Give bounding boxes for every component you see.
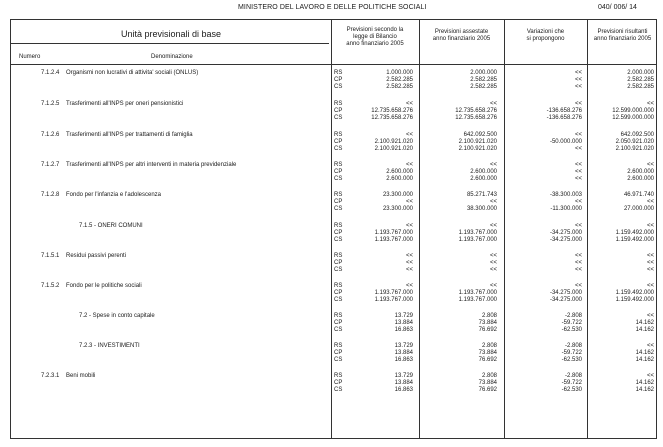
row-code: CS (334, 237, 343, 243)
value-column-1 (343, 192, 413, 213)
row-code: CS (334, 387, 343, 393)
row-code: CP (334, 77, 343, 83)
row-number: 7.1.2.5 (41, 101, 60, 107)
value-column-4 (584, 283, 654, 304)
value-cell: 642.092.500 (620, 132, 654, 138)
column-header-line: si propongono (526, 36, 565, 42)
value-cell: 73.884 (478, 380, 497, 386)
value-cell: << (646, 199, 654, 205)
value-cell: -11.300.000 (550, 206, 582, 212)
value-cell: 73.884 (478, 320, 497, 326)
row-code: CS (334, 146, 343, 152)
row-code: CP (334, 230, 343, 236)
value-cell: 14.162 (635, 327, 654, 333)
row-denomination: Trasferimenti all'INPS per oneri pensionistici (66, 101, 184, 107)
table-row (11, 252, 656, 280)
value-column-2 (427, 101, 497, 122)
value-cell: << (574, 146, 582, 152)
row-codes (334, 70, 342, 91)
value-cell: << (489, 253, 497, 259)
table-row (11, 191, 656, 219)
value-cell: 12.599.000.000 (612, 115, 654, 121)
value-cell: 16.863 (394, 387, 413, 393)
row-code: CP (334, 260, 343, 266)
value-cell: -136.658.276 (546, 108, 582, 114)
value-cell: << (489, 267, 497, 273)
table-row (11, 100, 656, 128)
row-denomination: Fondo per l'infanzia e l'adolescenza (66, 192, 162, 198)
value-column-3 (512, 70, 582, 91)
value-cell: 2.582.285 (470, 77, 497, 83)
value-cell: << (646, 253, 654, 259)
value-cell: << (405, 260, 413, 266)
value-column-2 (427, 132, 497, 153)
value-column-2 (427, 162, 497, 183)
value-cell: << (646, 373, 654, 379)
header-bottom-rule (11, 64, 656, 65)
value-cell: << (646, 101, 654, 107)
value-column-2 (427, 283, 497, 304)
table-row (11, 222, 656, 250)
row-code: RS (334, 223, 343, 229)
value-column-4 (584, 343, 654, 364)
row-number: 7.1.2.6 (41, 132, 60, 138)
value-cell: << (646, 343, 654, 349)
column-header-line: anno finanziario 2005 (593, 36, 652, 42)
budget-table (10, 19, 657, 439)
value-cell: 1.159.492.000 (615, 230, 654, 236)
row-code: RS (334, 373, 343, 379)
value-cell: 2.600.000 (470, 176, 497, 182)
row-code: RS (334, 132, 343, 138)
value-column-4 (584, 192, 654, 213)
row-denomination: Residui passivi perenti (66, 253, 127, 259)
value-cell: << (646, 223, 654, 229)
value-cell: 12.735.658.276 (371, 108, 413, 114)
value-cell: 642.092.500 (463, 132, 497, 138)
value-cell: 1.193.767.000 (374, 230, 413, 236)
value-cell: << (574, 162, 582, 168)
value-column-4 (584, 162, 654, 183)
value-column-1 (343, 283, 413, 304)
row-code: CS (334, 176, 343, 182)
value-column-4 (584, 132, 654, 153)
value-cell: << (574, 176, 582, 182)
row-denomination: Fondo per le politiche sociali (66, 283, 142, 289)
value-cell: << (405, 162, 413, 168)
column-header-line: anno finanziario 2005 (346, 41, 404, 47)
row-denomination: Trasferimenti all'INPS per altri interventi in materia previdenziale (66, 162, 237, 168)
value-cell: 1.193.767.000 (458, 237, 497, 243)
value-cell: 12.735.658.276 (455, 115, 497, 121)
value-cell: << (489, 260, 497, 266)
value-cell: -62.530 (561, 387, 582, 393)
value-column-4 (584, 223, 654, 244)
column-header-1 (333, 27, 417, 48)
row-codes (334, 313, 342, 334)
value-cell: 23.300.000 (382, 206, 413, 212)
value-cell: 13.729 (394, 373, 413, 379)
row-denomination: Beni mobili (66, 373, 96, 379)
value-cell: 1.193.767.000 (458, 297, 497, 303)
value-column-4 (584, 101, 654, 122)
value-cell: -59.722 (561, 350, 582, 356)
value-column-1 (343, 343, 413, 364)
value-cell: 2.600.000 (470, 169, 497, 175)
value-cell: 1.193.767.000 (458, 290, 497, 296)
row-number: 7.2.3.1 (41, 373, 60, 379)
value-cell: << (646, 162, 654, 168)
value-column-3 (512, 223, 582, 244)
value-column-2 (427, 70, 497, 91)
value-cell: << (574, 199, 582, 205)
value-cell: -62.530 (561, 357, 582, 363)
value-cell: 14.162 (635, 357, 654, 363)
row-code: RS (334, 70, 343, 76)
value-cell: 38.300.000 (466, 206, 497, 212)
value-cell: << (405, 283, 413, 289)
value-cell: 12.599.000.000 (612, 108, 654, 114)
value-column-4 (584, 373, 654, 394)
row-number: 7.1.5.2 (41, 283, 60, 289)
table-row (11, 342, 656, 370)
value-cell: << (646, 313, 654, 319)
row-code: CP (334, 139, 343, 145)
column-header-line: legge di Bilancio (353, 34, 397, 40)
value-column-1 (343, 223, 413, 244)
numero-label: Numero (19, 54, 41, 60)
row-code: CS (334, 84, 343, 90)
value-cell: 1.193.767.000 (374, 237, 413, 243)
value-cell: -59.722 (561, 320, 582, 326)
row-code: CP (334, 169, 343, 175)
value-cell: 2.582.285 (627, 77, 654, 83)
row-code: RS (334, 162, 343, 168)
value-cell: 76.692 (478, 327, 497, 333)
row-codes (334, 253, 342, 274)
row-codes (334, 132, 342, 153)
column-header-line: Previsioni risultanti (597, 29, 648, 35)
value-column-2 (427, 223, 497, 244)
value-cell: 2.100.921.020 (615, 146, 654, 152)
row-number: 7.1.5.1 (41, 253, 60, 259)
value-cell: << (489, 223, 497, 229)
column-header-3 (506, 29, 585, 43)
value-column-1 (343, 373, 413, 394)
table-row (11, 372, 656, 400)
value-cell: << (574, 283, 582, 289)
value-cell: 14.162 (635, 320, 654, 326)
unit-title: Unità previsionali di base (120, 29, 222, 39)
value-cell: 12.735.658.276 (371, 115, 413, 121)
value-cell: << (405, 101, 413, 107)
value-cell: << (489, 199, 497, 205)
value-cell: -136.658.276 (546, 115, 582, 121)
value-cell: 2.000.000 (627, 70, 654, 76)
value-column-1 (343, 132, 413, 153)
value-cell: << (489, 101, 497, 107)
row-code: RS (334, 253, 343, 259)
value-cell: 2.000.000 (470, 70, 497, 76)
value-cell: << (405, 132, 413, 138)
value-cell: << (489, 162, 497, 168)
value-cell: << (574, 169, 582, 175)
value-cell: << (574, 84, 582, 90)
column-header-4 (589, 29, 656, 43)
row-codes (334, 162, 342, 183)
row-code: RS (334, 101, 343, 107)
value-cell: << (405, 223, 413, 229)
value-cell: 1.000.000 (386, 70, 413, 76)
value-column-1 (343, 313, 413, 334)
column-header-2 (421, 29, 502, 43)
value-cell: << (574, 267, 582, 273)
value-column-2 (427, 313, 497, 334)
value-cell: << (574, 70, 582, 76)
value-column-1 (343, 101, 413, 122)
row-code: CP (334, 320, 343, 326)
value-column-4 (584, 253, 654, 274)
value-cell: 2.582.285 (627, 84, 654, 90)
row-code: CP (334, 350, 343, 356)
row-code: CS (334, 297, 343, 303)
value-cell: -2.808 (564, 313, 582, 319)
value-cell: -2.808 (564, 373, 582, 379)
value-column-4 (584, 313, 654, 334)
header-inner-rule (11, 43, 329, 44)
value-cell: -59.722 (561, 380, 582, 386)
column-header-line: Previsioni assestate (434, 29, 489, 35)
value-cell: 76.692 (478, 357, 497, 363)
value-cell: -34.275.000 (549, 237, 582, 243)
value-cell: << (646, 283, 654, 289)
value-cell: << (574, 223, 582, 229)
value-column-2 (427, 343, 497, 364)
value-cell: 2.100.921.020 (458, 139, 497, 145)
column-header-line: Previsioni secondo la (346, 27, 404, 33)
row-code: CS (334, 115, 343, 121)
row-denomination: 7.2 - Spese in conto capitale (79, 313, 155, 319)
value-cell: 2.050.921.020 (615, 139, 654, 145)
row-codes (334, 101, 342, 122)
value-column-3 (512, 162, 582, 183)
row-code: CP (334, 290, 343, 296)
value-cell: 13.884 (394, 380, 413, 386)
row-denomination: 7.2.3 - INVESTIMENTI (79, 343, 140, 349)
value-column-3 (512, 132, 582, 153)
row-number: 7.1.2.8 (41, 192, 60, 198)
value-cell: << (646, 267, 654, 273)
value-column-3 (512, 101, 582, 122)
value-cell: 13.884 (394, 320, 413, 326)
row-code: CS (334, 267, 343, 273)
value-cell: 2.100.921.020 (458, 146, 497, 152)
column-header-line: Variazioni che (526, 29, 565, 35)
value-cell: -38.300.003 (549, 192, 582, 198)
row-denomination: Organismi non lucrativi di attivita' sociali (ONLUS) (66, 70, 199, 76)
denominazione-label: Denominazione (151, 54, 193, 60)
table-row (11, 69, 656, 97)
row-code: CS (334, 357, 343, 363)
value-cell: 1.193.767.000 (374, 297, 413, 303)
value-cell: -34.275.000 (549, 230, 582, 236)
value-cell: 2.808 (481, 313, 497, 319)
ministry-title: MINISTERO DEL LAVORO E DELLE POLITICHE SOCIALI (238, 4, 427, 11)
value-cell: << (574, 253, 582, 259)
row-code: CS (334, 327, 343, 333)
value-cell: -34.275.000 (549, 297, 582, 303)
row-denomination: Trasferimenti all'INPS per trattamenti di famiglia (66, 132, 193, 138)
table-row (11, 312, 656, 340)
row-code: RS (334, 192, 343, 198)
value-cell: 23.300.000 (382, 192, 413, 198)
value-cell: 2.100.921.020 (374, 139, 413, 145)
table-row (11, 131, 656, 159)
value-cell: << (574, 101, 582, 107)
value-column-3 (512, 253, 582, 274)
row-code: CS (334, 206, 343, 212)
value-cell: << (405, 253, 413, 259)
value-cell: 13.884 (394, 350, 413, 356)
page-code: 040/ 006/ 14 (598, 4, 637, 11)
value-cell: -2.808 (564, 343, 582, 349)
table-row (11, 161, 656, 189)
column-header-line: anno finanziario 2005 (432, 36, 491, 42)
value-cell: 27.000.000 (623, 206, 654, 212)
value-cell: 2.600.000 (627, 176, 654, 182)
value-cell: 2.600.000 (386, 169, 413, 175)
value-cell: 85.271.743 (466, 192, 497, 198)
row-codes (334, 373, 342, 394)
value-cell: -50.000.000 (549, 139, 582, 145)
value-column-1 (343, 70, 413, 91)
value-cell: -62.530 (561, 327, 582, 333)
value-cell: 13.729 (394, 343, 413, 349)
value-column-2 (427, 192, 497, 213)
value-column-3 (512, 192, 582, 213)
row-code: CP (334, 199, 343, 205)
value-cell: -34.275.000 (549, 290, 582, 296)
value-cell: 2.582.285 (470, 84, 497, 90)
value-cell: << (405, 199, 413, 205)
value-column-1 (343, 253, 413, 274)
value-cell: << (405, 267, 413, 273)
row-codes (334, 343, 342, 364)
value-cell: << (574, 260, 582, 266)
value-cell: 1.159.492.000 (615, 237, 654, 243)
row-denomination: 7.1.5 - ONERI COMUNI (79, 223, 143, 229)
value-cell: 1.193.767.000 (374, 290, 413, 296)
value-cell: 14.162 (635, 380, 654, 386)
value-column-4 (584, 70, 654, 91)
value-cell: 1.193.767.000 (458, 230, 497, 236)
value-cell: 12.735.658.276 (455, 108, 497, 114)
value-cell: 2.600.000 (627, 169, 654, 175)
value-cell: << (574, 132, 582, 138)
row-code: CP (334, 380, 343, 386)
value-cell: 2.808 (481, 373, 497, 379)
value-column-3 (512, 313, 582, 334)
row-code: CP (334, 108, 343, 114)
value-cell: 46.971.740 (623, 192, 654, 198)
value-cell: 1.159.492.000 (615, 297, 654, 303)
value-cell: 76.692 (478, 387, 497, 393)
value-column-2 (427, 373, 497, 394)
row-code: RS (334, 283, 343, 289)
value-cell: 2.808 (481, 343, 497, 349)
value-cell: 2.600.000 (386, 176, 413, 182)
value-column-3 (512, 373, 582, 394)
value-cell: 1.159.492.000 (615, 290, 654, 296)
value-column-2 (427, 253, 497, 274)
value-column-3 (512, 283, 582, 304)
value-cell: << (574, 77, 582, 83)
value-cell: 2.582.285 (386, 84, 413, 90)
value-cell: << (646, 260, 654, 266)
value-cell: 14.162 (635, 387, 654, 393)
row-codes (334, 192, 342, 213)
value-cell: 16.863 (394, 357, 413, 363)
value-cell: 13.729 (394, 313, 413, 319)
row-codes (334, 223, 342, 244)
row-number: 7.1.2.4 (41, 70, 60, 76)
row-code: RS (334, 313, 343, 319)
value-cell: << (489, 283, 497, 289)
row-number: 7.1.2.7 (41, 162, 60, 168)
value-cell: 73.884 (478, 350, 497, 356)
value-cell: 14.162 (635, 350, 654, 356)
row-code: RS (334, 343, 343, 349)
row-codes (334, 283, 342, 304)
value-column-1 (343, 162, 413, 183)
table-row (11, 282, 656, 310)
value-column-3 (512, 343, 582, 364)
value-cell: 2.582.285 (386, 77, 413, 83)
value-cell: 16.863 (394, 327, 413, 333)
value-cell: 2.100.921.020 (374, 146, 413, 152)
